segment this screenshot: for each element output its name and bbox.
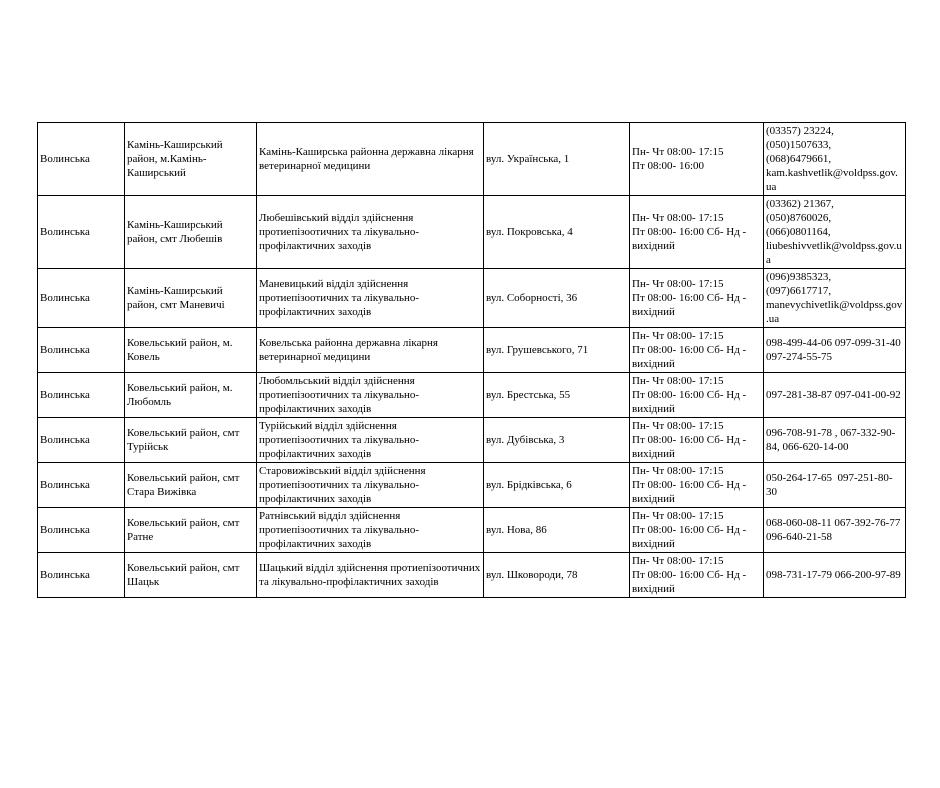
table-row bbox=[38, 196, 906, 269]
cell-institution: Ковельська районна державна лікарня ветеринарної медицини bbox=[257, 328, 484, 373]
cell-district: Ковельський район, смт Ратне bbox=[125, 508, 257, 553]
cell-institution: Старовижівський відділ здійснення протиепізоотичних та лікувально-профілактичних заходів bbox=[257, 463, 484, 508]
cell-hours: Пн- Чт 08:00- 17:15 Пт 08:00- 16:00 Сб- Нд - вихідний bbox=[630, 463, 764, 508]
cell-hours: Пн- Чт 08:00- 17:15 Пт 08:00- 16:00 Сб- Нд - вихідний bbox=[630, 373, 764, 418]
cell-address: вул. Нова, 86 bbox=[484, 508, 630, 553]
cell-address: вул. Шковороди, 78 bbox=[484, 553, 630, 598]
cell-district: Ковельський район, м. Ковель bbox=[125, 328, 257, 373]
table-row bbox=[38, 418, 906, 463]
vet-offices-table bbox=[37, 122, 906, 598]
cell-district: Камінь-Каширський район, смт Любешів bbox=[125, 196, 257, 269]
cell-district: Камінь-Каширський район, смт Маневичі bbox=[125, 269, 257, 328]
cell-region: Волинська bbox=[38, 269, 125, 328]
cell-region: Волинська bbox=[38, 463, 125, 508]
cell-region: Волинська bbox=[38, 196, 125, 269]
cell-address: вул. Покровська, 4 bbox=[484, 196, 630, 269]
cell-hours: Пн- Чт 08:00- 17:15 Пт 08:00- 16:00 Сб- Нд - вихідний bbox=[630, 418, 764, 463]
cell-contacts: 098-499-44-06 097-099-31-40 097-274-55-75 bbox=[764, 328, 906, 373]
table-row bbox=[38, 508, 906, 553]
cell-contacts: 050-264-17-65 097-251-80-30 bbox=[764, 463, 906, 508]
cell-hours: Пн- Чт 08:00- 17:15 Пт 08:00- 16:00 Сб- Нд - вихідний bbox=[630, 508, 764, 553]
cell-contacts: 096-708-91-78 , 067-332-90-84, 066-620-14-00 bbox=[764, 418, 906, 463]
cell-region: Волинська bbox=[38, 508, 125, 553]
cell-address: вул. Українська, 1 bbox=[484, 123, 630, 196]
cell-institution: Любешівський відділ здійснення протиепізоотичних та лікувально-профілактичних заходів bbox=[257, 196, 484, 269]
cell-region: Волинська bbox=[38, 328, 125, 373]
cell-address: вул. Дубівська, 3 bbox=[484, 418, 630, 463]
cell-contacts: 097-281-38-87 097-041-00-92 bbox=[764, 373, 906, 418]
table-row bbox=[38, 328, 906, 373]
table-row bbox=[38, 123, 906, 196]
cell-hours: Пн- Чт 08:00- 17:15 Пт 08:00- 16:00 Сб- Нд - вихідний bbox=[630, 269, 764, 328]
cell-contacts: 068-060-08-11 067-392-76-77 096-640-21-58 bbox=[764, 508, 906, 553]
cell-region: Волинська bbox=[38, 553, 125, 598]
cell-region: Волинська bbox=[38, 418, 125, 463]
cell-contacts: 098-731-17-79 066-200-97-89 bbox=[764, 553, 906, 598]
cell-hours: Пн- Чт 08:00- 17:15 Пт 08:00- 16:00 Сб- Нд - вихідний bbox=[630, 196, 764, 269]
cell-region: Волинська bbox=[38, 373, 125, 418]
table-row bbox=[38, 463, 906, 508]
cell-address: вул. Грушевського, 71 bbox=[484, 328, 630, 373]
cell-address: вул. Брестська, 55 bbox=[484, 373, 630, 418]
table-row bbox=[38, 553, 906, 598]
cell-institution: Турійський відділ здійснення протиепізоотичних та лікувально-профілактичних заходів bbox=[257, 418, 484, 463]
cell-district: Ковельський район, смт Турійськ bbox=[125, 418, 257, 463]
cell-address: вул. Брідківська, 6 bbox=[484, 463, 630, 508]
cell-contacts: (03362) 21367, (050)8760026, (066)0801164, liubeshivvetlik@voldpss.gov.ua bbox=[764, 196, 906, 269]
cell-hours: Пн- Чт 08:00- 17:15 Пт 08:00- 16:00 bbox=[630, 123, 764, 196]
cell-institution: Камінь-Каширська районна державна лікарня ветеринарної медицини bbox=[257, 123, 484, 196]
cell-district: Ковельський район, смт Шацьк bbox=[125, 553, 257, 598]
cell-hours: Пн- Чт 08:00- 17:15 Пт 08:00- 16:00 Сб- Нд - вихідний bbox=[630, 553, 764, 598]
cell-district: Камінь-Каширський район, м.Камінь-Каширський bbox=[125, 123, 257, 196]
cell-region: Волинська bbox=[38, 123, 125, 196]
cell-hours: Пн- Чт 08:00- 17:15 Пт 08:00- 16:00 Сб- Нд - вихідний bbox=[630, 328, 764, 373]
table-row bbox=[38, 269, 906, 328]
cell-institution: Маневицький відділ здійснення протиепізоотичних та лікувально-профілактичних заходів bbox=[257, 269, 484, 328]
cell-district: Ковельський район, м. Любомль bbox=[125, 373, 257, 418]
cell-institution: Шацький відділ здійснення протиепізоотичних та лікувально-профілактичних заходів bbox=[257, 553, 484, 598]
cell-institution: Ратнівський відділ здійснення протиепізоотичних та лікувально-профілактичних заходів bbox=[257, 508, 484, 553]
table-body bbox=[38, 123, 906, 598]
cell-contacts: (096)9385323, (097)6617717, manevychivetlik@voldpss.gov.ua bbox=[764, 269, 906, 328]
cell-contacts: (03357) 23224, (050)1507633, (068)6479661, kam.kashvetlik@voldpss.gov.ua bbox=[764, 123, 906, 196]
cell-institution: Любомльський відділ здійснення протиепізоотичних та лікувально-профілактичних заходів bbox=[257, 373, 484, 418]
cell-address: вул. Соборності, 36 bbox=[484, 269, 630, 328]
table-row bbox=[38, 373, 906, 418]
cell-district: Ковельський район, смт Стара Вижівка bbox=[125, 463, 257, 508]
